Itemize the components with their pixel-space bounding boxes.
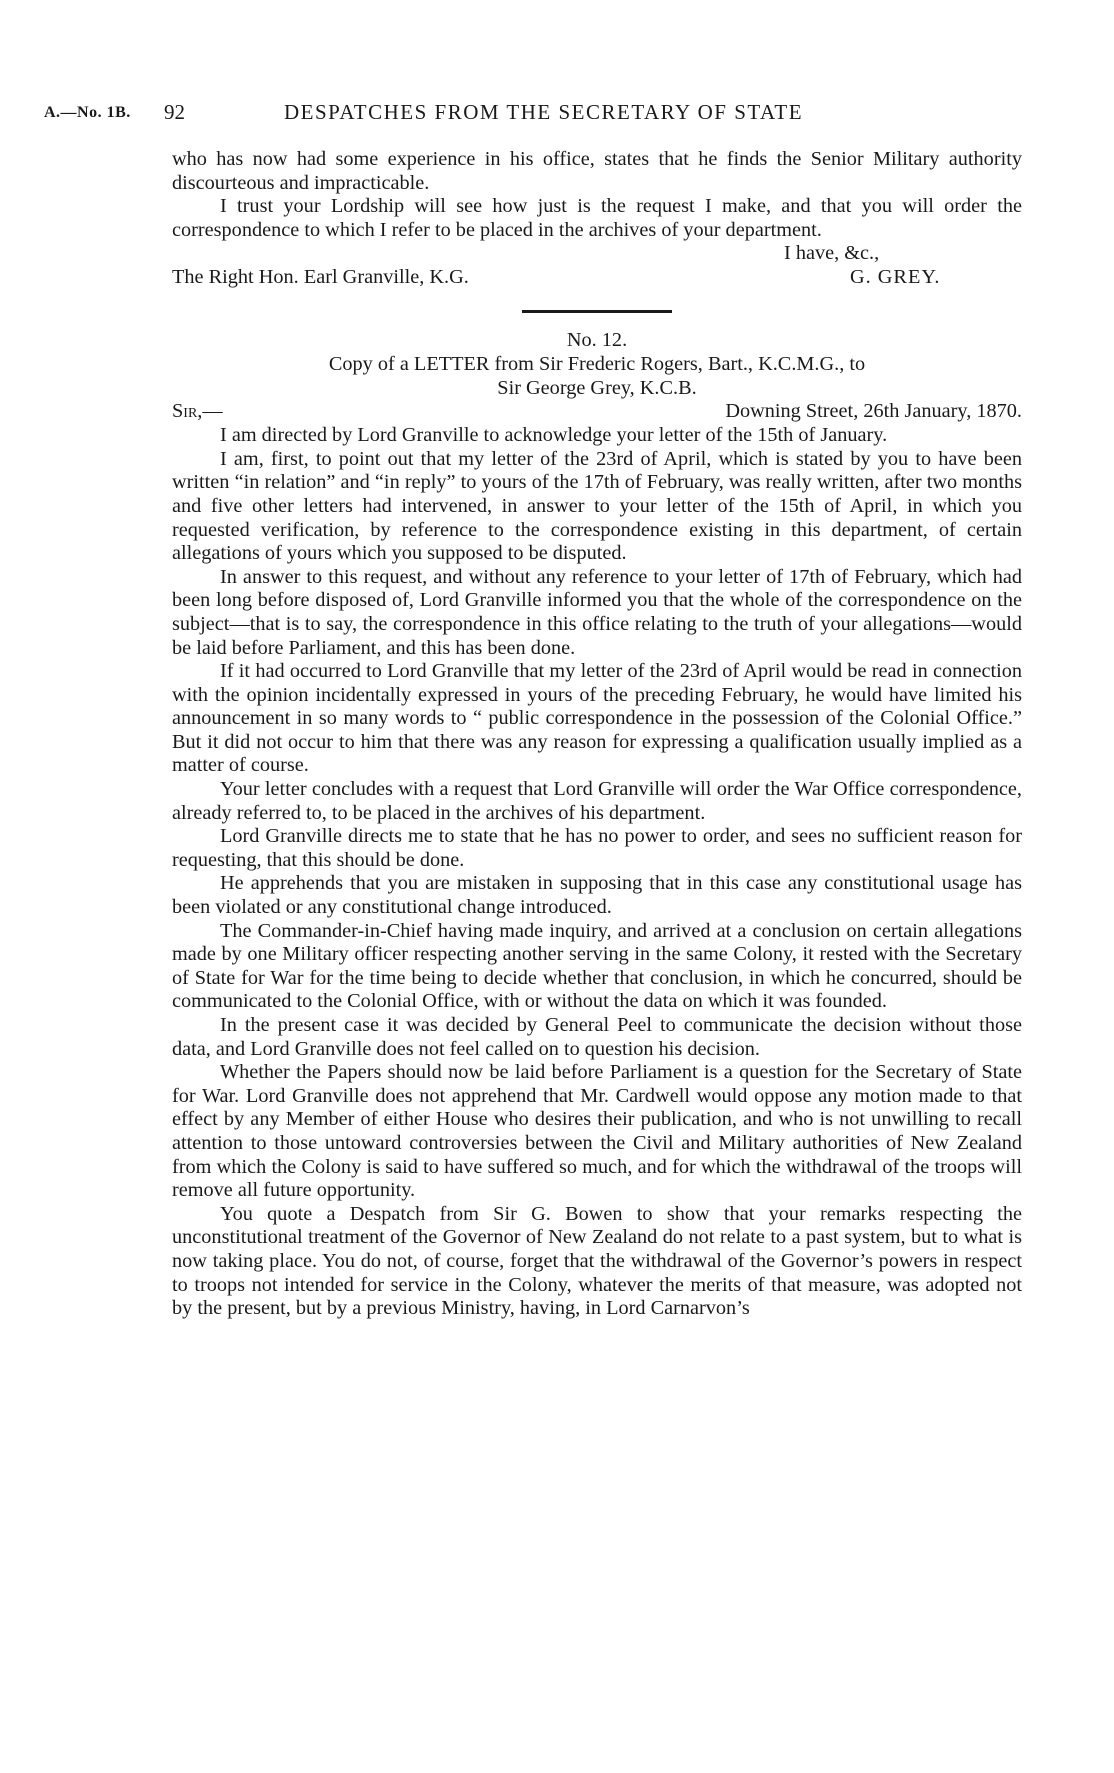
signature: G. GREY. [850,266,941,289]
letter-signoff [172,242,1022,290]
paragraph: I am, first, to point out that my letter of the 23rd of April, which is stated by you to have been written “in relation” and “in reply” to yours of the 17th of February, was really written, after two months and five other letters had intervened, in answer to your letter of the 15th of April, in which you requested verification, by reference to the correspondence existing in this department, of certain allegations of yours which you supposed to be disputed. [172,447,1022,565]
running-title: DESPATCHES FROM THE SECRETARY OF STATE [284,100,804,124]
addressee: The Right Hon. Earl Granville, K.G. [172,266,469,289]
paragraph: who has now had some experience in his office, states that he finds the Senior Military authority discourteous and impracticable. [172,148,1022,194]
paragraph: Your letter concludes with a request that Lord Granville will order the War Office correspondence, already referred to, to be placed in the archives of his department. [172,778,1022,824]
page-number: 92 [164,100,185,124]
paragraph: I am directed by Lord Granville to acknowledge your letter of the 15th of January. [220,424,888,447]
paragraph: In the present case it was decided by General Peel to communicate the decision without those data, and Lord Granville does not feel called on to question his decision. [172,1014,1022,1060]
paragraph: Lord Granville directs me to state that he has no power to order, and sees no sufficient reason for requesting, that this should be done. [172,825,1022,871]
paragraph: He apprehends that you are mistaken in supposing that in this case any constitutional usage has been violated or any constitutional change introduced. [172,872,1022,919]
salutation: Sir,— [172,400,223,423]
paragraph: The Commander-in-Chief having made inquiry, and arrived at a conclusion on certain allegations made by one Military officer respecting another serving in the same Colony, it rested with the Secretary of State for War for the time being to decide whether that conclusion, in which he concurred, should be communicated to the Colonial Office, with or without the data on which it was founded. [172,919,1022,1013]
paragraph: I trust your Lordship will see how just is the request I make, and that you will order the correspondence to which I refer to be placed in the archives of your department. [172,195,1022,241]
letter-title-line-1: Copy of a LETTER from Sir Frederic Rogers, Bart., K.C.M.G., to [328,352,866,375]
page-header [44,100,1044,128]
page-body [172,148,1022,1321]
dateline: Downing Street, 26th January, 1870. [725,400,1022,423]
paragraph: If it had occurred to Lord Granville that my letter of the 23rd of April would be read in connection with the opinion incidentally expressed in yours of the preceding February, he would have limited his announcement in so many words to “ public correspondence in the possession of the Colonial Office.” But it did not occur to him that there was any reason for expressing a qualification usually implied as a matter of course. [172,660,1022,777]
paragraph: Whether the Papers should now be laid before Parliament is a question for the Secretary of State for War. Lord Granville does not apprehend that Mr. Cardwell would oppose any motion made to that effect by any Member of either House who desires their publication, and who is not unwilling to recall attention to those untoward controversies between the Civil and Military authorities of New Zealand from which the Colony is said to have suffered so much, and for which the withdrawal of the troops will remove all future opportunity. [172,1061,1022,1202]
letter-title-line-2: Sir George Grey, K.C.B. [497,376,697,399]
paragraph: You quote a Despatch from Sir G. Bowen to show that your remarks respecting the unconstitutional treatment of the Governor of New Zealand do not relate to a past system, but to what is now taking place. You do not, of course, forget that the withdrawal of the Governor’s powers in respect to troops not intended for service in the Colony, whatever the merits of that measure, was adopted not by the present, but by a previous Ministry, having, in Lord Carnarvon’s [172,1202,1022,1320]
paragraph: In answer to this request, and without any reference to your letter of 17th of February, which had been long before disposed of, Lord Granville informed you that the whole of the correspondence on the subject—that is to say, the correspondence in this office relating to the truth of your allegations—would be laid before Parliament, and this has been done. [172,565,1022,659]
section-divider [522,310,672,313]
letter-number: No. 12. [566,329,628,352]
document-reference: A.—No. 1B. [44,104,131,121]
salutation-row [172,400,1022,424]
closing-formula: I have, &c., [784,242,880,265]
